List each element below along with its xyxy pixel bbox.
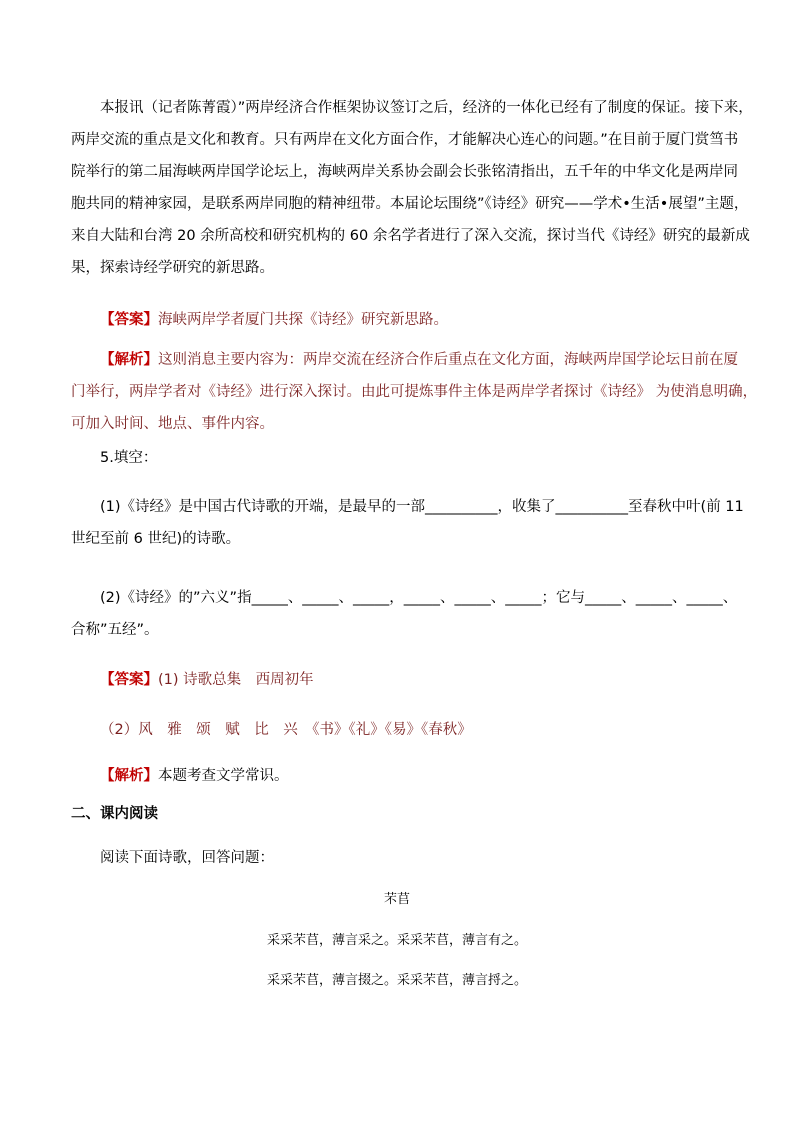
news-line: 两岸交流的重点是文化和教育。只有两岸在文化方面合作，才能解决心连心的问题。”在目前于厦门赏筜书 xyxy=(71,132,739,148)
analysis-tag: 【解析】 xyxy=(100,768,158,784)
intro-text: 阅读下面诗歌，回答问题： xyxy=(100,850,274,866)
section-intro xyxy=(71,842,721,874)
answer-tag: 【答案】 xyxy=(100,672,158,688)
q5-analysis xyxy=(71,760,721,792)
question-line: 合称”五经”。 xyxy=(71,622,159,638)
poem-line: 采采芣苢，薄言掇之。采采芣苢，薄言捋之。 xyxy=(266,973,527,988)
poem-title: 芣苢 xyxy=(383,892,410,907)
q4-answer xyxy=(71,304,721,336)
q4-analysis xyxy=(71,344,758,440)
news-line: 来自大陆和台湾 20 余所高校和研究机构的 60 余名学者进行了深入交流，探讨当代《诗经》研究的最新成 xyxy=(71,228,750,244)
question-line: 世纪至前 6 世纪)的诗歌。 xyxy=(71,531,241,547)
question-title: 5.填空： xyxy=(100,450,158,466)
q5-answer-2 xyxy=(71,714,721,746)
analysis-text: 这则消息主要内容为：两岸交流在经济合作后重点在文化方面，海峡两岸国学论坛日前在厦 xyxy=(158,352,738,368)
news-line: 胞共同的精神家园，是联系两岸同胞的精神纽带。本届论坛围绕”《诗经》研究——学术•生活•展望”主题， xyxy=(71,196,749,212)
poem-line: 采采芣苢，薄言采之。采采芣苢，薄言有之。 xyxy=(266,933,527,948)
question-line: (1)《诗经》是中国古代诗歌的开端，是最早的一部__________，收集了__________至春秋中叶(前 11 xyxy=(100,499,744,515)
q5-item-2 xyxy=(71,582,738,646)
analysis-text: 本题考查文学常识。 xyxy=(158,768,289,784)
news-passage xyxy=(71,92,753,284)
answer-text: （2）风 雅 颂 赋 比 兴 《书》《礼》《易》《春秋》 xyxy=(100,722,472,738)
q5-item-1 xyxy=(71,491,744,555)
news-line: 本报讯（记者陈菁霞）”两岸经济合作框架协议签订之后，经济的一体化已经有了制度的保证。接下来， xyxy=(100,100,753,116)
section-heading: 二、课内阅读 xyxy=(71,806,158,822)
news-line: 果，探索诗经学研究的新思路。 xyxy=(71,260,274,276)
q5-title xyxy=(71,442,721,474)
analysis-text: 可加入时间、地点、事件内容。 xyxy=(71,416,274,432)
question-line: (2)《诗经》的”六义”指_____、_____、_____，_____、_____、_____；它与_____、_____、_____、 xyxy=(100,590,738,606)
answer-text: 海峡两岸学者厦门共探《诗经》研究新思路。 xyxy=(158,312,448,328)
answer-tag: 【答案】 xyxy=(100,312,158,328)
analysis-text: 门举行，两岸学者对《诗经》进行深入探讨。由此可提炼事件主体是两岸学者探讨《诗经》 为使消息明确， xyxy=(71,384,758,400)
answer-text: (1) 诗歌总集 西周初年 xyxy=(158,672,314,688)
news-line: 院举行的第二届海峡两岸国学论坛上，海峡两岸关系协会副会长张铭清指出，五千年的中华文化是两岸同 xyxy=(71,164,738,180)
analysis-tag: 【解析】 xyxy=(100,352,158,368)
q5-answer xyxy=(71,664,721,696)
